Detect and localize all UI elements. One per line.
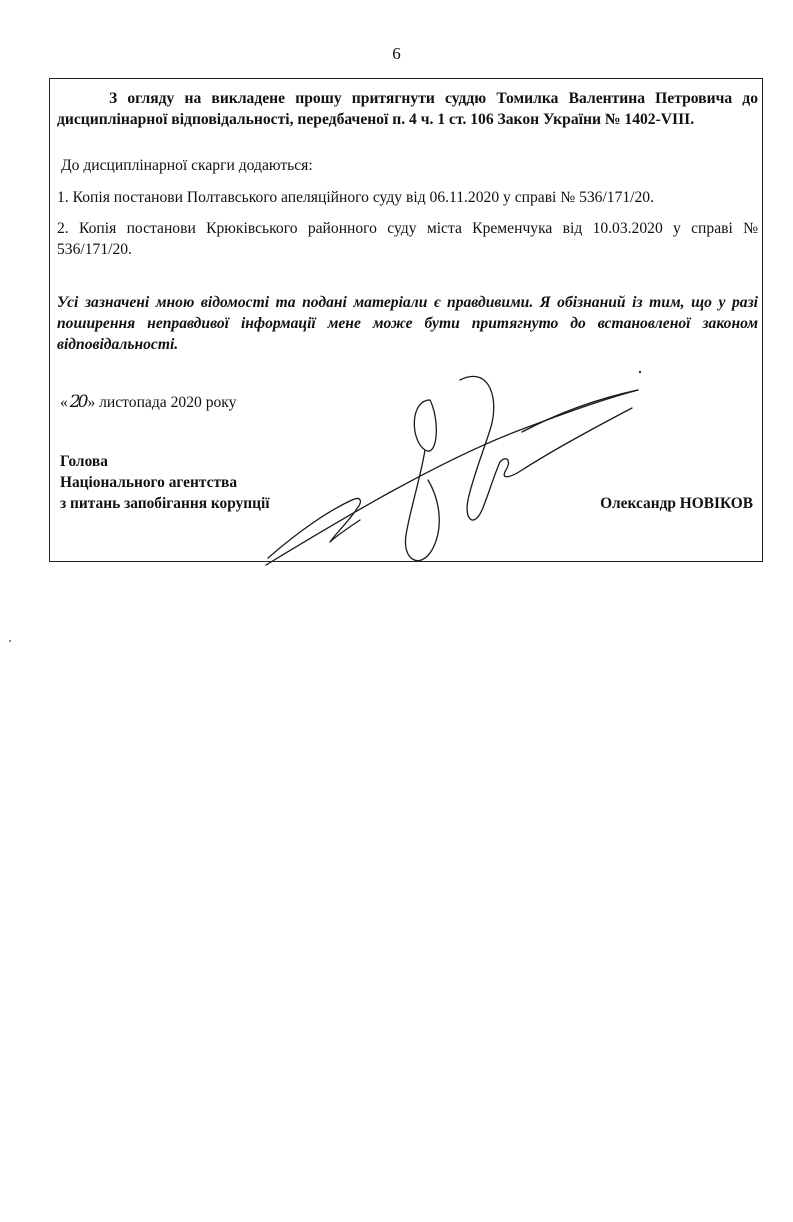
signatory-title-line: з питань запобігання корупції <box>60 495 270 512</box>
signatory-title-line: Голова <box>60 453 108 470</box>
attachments-intro: До дисциплінарної скарги додаються: <box>61 157 313 174</box>
date-month-year: листопада 2020 року <box>95 394 237 411</box>
request-paragraph: З огляду на викладене прошу притягнути суддю Томилка Валентина Петровича до дисциплінарної відповідальності, передбаченої п. 4 ч. 1 ст. 106 Закон України № 1402-VIII. <box>57 90 758 128</box>
signatory-title-line: Національного агентства <box>60 474 238 491</box>
page-number: 6 <box>392 44 401 63</box>
date-close-quote: » <box>87 394 96 411</box>
declaration-paragraph: Усі зазначені мною відомості та подані матеріали є правдивими. Я обізнаний із тим, що у разі поширення неправдивої інформації мене може бути притягнуто до встановленої законом відповідальності. <box>57 294 758 353</box>
signatory-title <box>60 451 270 514</box>
handwritten-signature <box>260 360 660 580</box>
signer-name: Олександр НОВІКОВ <box>600 495 753 512</box>
date-open-quote: « <box>60 394 68 411</box>
document-date <box>60 392 236 413</box>
attachment-item-2: 2. Копія постанови Крюківського районного суду міста Кременчука від 10.03.2020 у справі № 536/171/20. <box>57 220 758 258</box>
attachment-item-1: 1. Копія постанови Полтавського апеляційного суду від 06.11.2020 у справі № 536/171/20. <box>57 189 655 206</box>
scan-speck <box>9 640 11 642</box>
date-day-handwritten: 20 <box>69 392 86 412</box>
